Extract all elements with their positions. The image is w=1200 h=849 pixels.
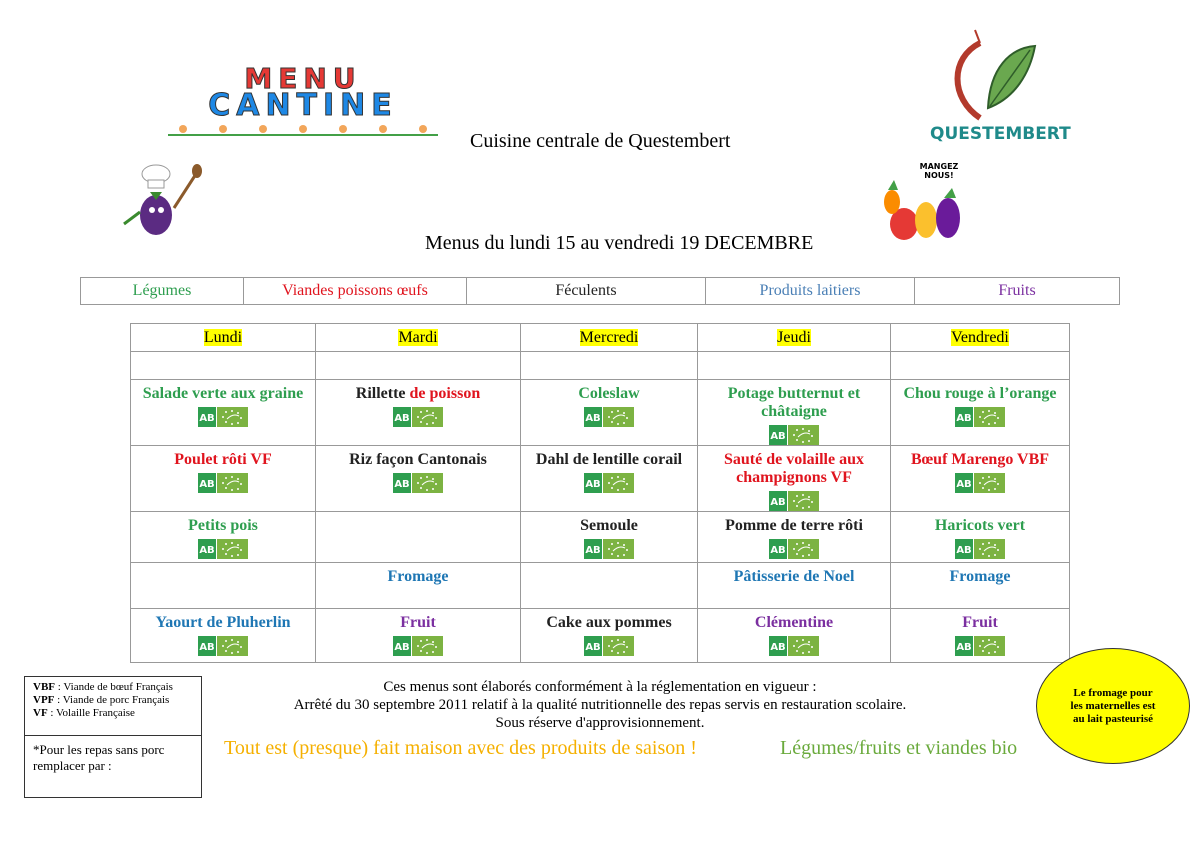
menu-cell-thursday (698, 563, 891, 609)
dish-name: Haricots vert (934, 517, 1026, 534)
svg-text:AB: AB (770, 497, 786, 508)
dish-name: Petits pois (188, 517, 258, 534)
dish-name: Fruit (962, 614, 998, 631)
town-logo-text: QUESTEMBERT (930, 124, 1071, 144)
eggplant-chef-icon (116, 160, 206, 240)
organic-ab-icon (584, 407, 634, 427)
day-header-thursday: Jeudi (698, 324, 891, 352)
svg-text:AB: AB (585, 413, 601, 424)
menu-cell-thursday (698, 512, 891, 563)
legend-vegetables: Légumes (81, 278, 244, 305)
abbreviation-item: VBF : Viande de bœuf Français (33, 681, 173, 693)
organic-ab-icon (198, 539, 248, 559)
menu-cell-wednesday (521, 512, 698, 563)
organic-ab-icon (584, 636, 634, 656)
food-category-legend (80, 277, 1120, 305)
dish-name: Sauté de volaille aux champignons VF (723, 451, 864, 486)
dish-name: Fromage (387, 568, 449, 585)
legend-dairy: Produits laitiers (706, 278, 915, 305)
dish-name: Clémentine (754, 614, 834, 631)
logo-word-menu: MENU (244, 62, 362, 95)
dish-name: Potage butternut et châtaigne (727, 385, 861, 420)
questembert-logo (930, 28, 1071, 148)
dish-name: Salade verte aux graine (142, 385, 304, 402)
vegetables-bubble: MANGEZ NOUS! (919, 162, 959, 180)
svg-text:AB: AB (199, 642, 215, 653)
dish-name: Poulet rôti VF (174, 451, 272, 468)
table-row (131, 512, 1070, 563)
dish-name: Fruit (400, 614, 436, 631)
organic-ab-icon (198, 473, 248, 493)
organic-ab-icon (955, 539, 1005, 559)
dish-name: Dahl de lentille corail (535, 451, 683, 468)
dish-name: Pâtisserie de Noel (733, 568, 855, 585)
dish-name: Pomme de terre rôti (725, 517, 863, 534)
menu-cell-friday (891, 512, 1070, 563)
kitchen-subtitle: Cuisine centrale de Questembert (470, 130, 731, 152)
legend-proteins: Viandes poissons œufs (244, 278, 467, 305)
dish-name: Chou rouge à l’orange (903, 385, 1057, 402)
menu-cell-friday (891, 446, 1070, 512)
kids-illustration (168, 124, 438, 138)
organic-ab-icon (198, 407, 248, 427)
table-row (131, 446, 1070, 512)
menu-cantine-logo (148, 62, 458, 140)
menu-cell-wednesday (521, 609, 698, 663)
organic-ab-icon (584, 473, 634, 493)
legend-fruits: Fruits (915, 278, 1120, 305)
menu-cell-tuesday (316, 563, 521, 609)
pork-note: *Pour les repas sans porc remplacer par : (33, 742, 165, 773)
menu-cell-friday (891, 609, 1070, 663)
abbreviation-list (25, 677, 201, 736)
abbreviation-item: VF : Volaille Française (33, 707, 135, 719)
logo-word-cantine: CANTINE (208, 88, 398, 123)
cheese-info-badge: Le fromage pour les maternelles est au lait pasteurisé (1036, 648, 1190, 764)
organic-ab-icon (769, 539, 819, 559)
svg-text:AB: AB (394, 413, 410, 424)
menu-cell-wednesday (521, 446, 698, 512)
menu-cell-thursday (698, 380, 891, 446)
regulation-text: Ces menus sont élaborés conformément à la réglementation en vigueur : Arrêté du 30 septembre 2011 relatif à la qualité nutritionnelle des repas servis en restauration scolaire. Sous réserve d'approvisionnement. (293, 679, 907, 731)
organic-ab-icon (955, 407, 1005, 427)
svg-text:AB: AB (956, 479, 972, 490)
menu-cell-wednesday (521, 380, 698, 446)
dish-name: Semoule (580, 517, 638, 534)
table-header-row (131, 324, 1070, 352)
dish-name: Bœuf Marengo VBF (910, 451, 1050, 468)
svg-text:AB: AB (956, 642, 972, 653)
day-header-wednesday: Mercredi (521, 324, 698, 352)
organic-slogan: Légumes/fruits et viandes bio (780, 737, 1018, 759)
organic-ab-icon (769, 491, 819, 511)
organic-ab-icon (393, 636, 443, 656)
menu-cell-wednesday (521, 563, 698, 609)
week-title: Menus du lundi 15 au vendredi 19 DECEMBRE (425, 232, 814, 254)
menu-cell-monday (131, 512, 316, 563)
table-row (131, 609, 1070, 663)
weekly-menu-table (130, 323, 1070, 663)
menu-cell-tuesday (316, 512, 521, 563)
organic-ab-icon (955, 473, 1005, 493)
svg-text:AB: AB (585, 545, 601, 556)
menu-cell-monday (131, 609, 316, 663)
organic-ab-icon (584, 539, 634, 559)
day-header-monday: Lundi (131, 324, 316, 352)
svg-text:AB: AB (585, 642, 601, 653)
vegetables-illustration (876, 162, 972, 244)
organic-ab-icon (393, 473, 443, 493)
menu-cell-monday (131, 563, 316, 609)
dish-name: Riz façon Cantonais (349, 451, 487, 468)
svg-text:AB: AB (956, 413, 972, 424)
svg-text:AB: AB (394, 642, 410, 653)
svg-text:AB: AB (199, 479, 215, 490)
menu-cell-monday (131, 446, 316, 512)
dish-name: Rillette (355, 385, 410, 402)
dish-name: Fromage (949, 568, 1011, 585)
leaf-icon (930, 28, 1060, 124)
organic-ab-icon (393, 407, 443, 427)
abbreviation-item: VPF : Viande de porc Français (33, 694, 170, 706)
dish-name: Cake aux pommes (546, 614, 672, 631)
day-header-tuesday: Mardi (316, 324, 521, 352)
organic-ab-icon (198, 636, 248, 656)
menu-cell-friday (891, 380, 1070, 446)
svg-text:AB: AB (394, 479, 410, 490)
organic-ab-icon (769, 425, 819, 445)
abbreviations-box (24, 676, 202, 798)
table-row (131, 380, 1070, 446)
svg-text:AB: AB (585, 479, 601, 490)
menu-cell-tuesday (316, 446, 521, 512)
table-row (131, 352, 1070, 380)
svg-text:AB: AB (770, 642, 786, 653)
menu-cell-friday (891, 563, 1070, 609)
svg-text:AB: AB (956, 545, 972, 556)
organic-ab-icon (769, 636, 819, 656)
dish-name: Coleslaw (578, 385, 640, 402)
day-header-friday: Vendredi (891, 324, 1070, 352)
menu-cell-tuesday (316, 380, 521, 446)
legend-starches: Féculents (467, 278, 706, 305)
svg-text:AB: AB (770, 431, 786, 442)
dish-name: Yaourt de Pluherlin (155, 614, 291, 631)
menu-cell-tuesday (316, 609, 521, 663)
svg-text:AB: AB (770, 545, 786, 556)
menu-cell-thursday (698, 609, 891, 663)
dish-name-part: de poisson (409, 385, 481, 402)
menu-cell-thursday (698, 446, 891, 512)
menu-cell-monday (131, 380, 316, 446)
organic-ab-icon (955, 636, 1005, 656)
homemade-slogan: Tout est (presque) fait maison avec des produits de saison ! (224, 737, 697, 759)
svg-text:AB: AB (199, 545, 215, 556)
svg-text:AB: AB (199, 413, 215, 424)
table-row (131, 563, 1070, 609)
